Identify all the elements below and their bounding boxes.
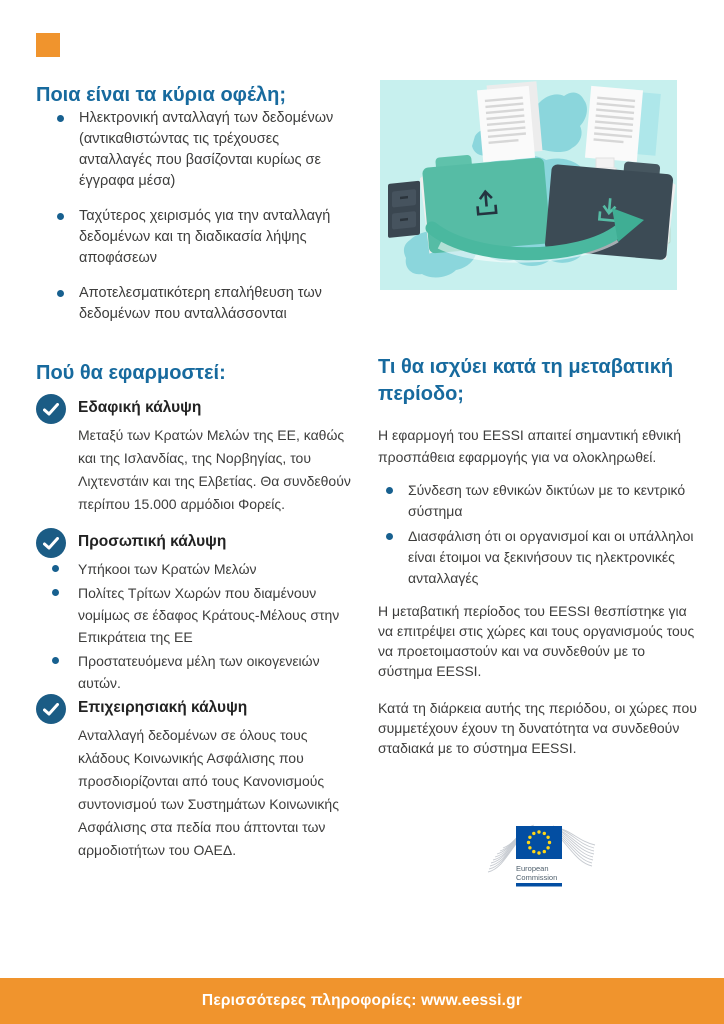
illustration-svg	[380, 80, 677, 290]
ec-logo-svg	[486, 818, 596, 890]
coverage-item-body: Μεταξύ των Κρατών Μελών της ΕΕ, καθώς και της Ισλανδίας, της Νορβηγίας, του Λιχτενστάιν και της Ελβετίας. Θα συνδεθούν περίπου 15.000 αρμόδιοι Φορείς.	[78, 427, 351, 512]
bullet-dot-icon	[386, 533, 393, 540]
bullet-dot-icon	[52, 565, 59, 572]
where-title: Πού θα εφαρμοστεί:	[36, 362, 226, 384]
document-stack-right-icon	[585, 86, 661, 164]
list-item	[378, 480, 700, 522]
list-item	[78, 650, 358, 694]
list-item-text: Υπήκοοι των Κρατών Μελών	[78, 561, 257, 577]
footer-info-text: Περισσότερες πληροφορίες: www.eessi.gr	[201, 992, 523, 1009]
bullet-dot-icon	[57, 115, 64, 122]
coverage-item-title: Επιχειρησιακή κάλυψη	[78, 699, 248, 716]
benefit-text: Ηλεκτρονική ανταλλαγή των δεδομένων (αντικαθιστώντας τις τρέχουσες ανταλλαγές που βασίζονται κυρίως σε έγγραφα μέσα)	[79, 110, 334, 189]
bullet-dot-icon	[386, 487, 393, 494]
footer-bar	[0, 978, 724, 1024]
list-item-text: Πολίτες Τρίτων Χωρών που διαμένουν νομίμως σε έδαφος Κράτους-Μέλους στην Επικράτεια της ΕΕ	[78, 585, 340, 645]
coverage-item-territorial	[36, 392, 358, 516]
benefits-list	[36, 108, 352, 339]
bullet-dot-icon	[52, 657, 59, 664]
benefits-title: Ποια είναι τα κύρια οφέλη;	[36, 84, 286, 106]
orange-square-decoration	[36, 33, 60, 57]
transition-bullet-list	[378, 480, 700, 589]
check-circle-icon	[36, 694, 66, 724]
benefit-text: Αποτελεσματικότερη επαλήθευση των δεδομένων που ανταλλάσσονται	[79, 285, 322, 322]
coverage-item-operational	[36, 692, 358, 862]
ec-logo-text-line1: European	[516, 864, 549, 873]
coverage-item-title: Προσωπική κάλυψη	[78, 533, 227, 550]
file-cabinet-left-icon	[388, 181, 420, 238]
list-item	[78, 558, 358, 580]
transition-intro: Η εφαρμογή του EESSI απαιτεί σημαντική εθνική προσπάθεια εφαρμογής για να ολοκληρωθεί.	[378, 427, 682, 465]
benefit-item	[36, 206, 352, 269]
check-circle-icon	[36, 394, 66, 424]
transition-section	[378, 354, 700, 758]
bullet-dot-icon	[52, 589, 59, 596]
transition-paragraph-2: Κατά τη διάρκεια αυτής της περιόδου, οι χώρες που συμμετέχουν έχουν τη δυνατότητα να συνδεθούν σταδιακά με το σύστημα EESSI.	[378, 700, 697, 756]
ec-logo-text-line2: Commission	[516, 873, 558, 882]
list-item	[78, 582, 358, 648]
european-commission-logo	[486, 818, 596, 890]
coverage-item-personal	[36, 526, 358, 696]
list-item-text: Προστατευόμενα μέλη των οικογενειών αυτών.	[78, 653, 320, 691]
check-circle-icon	[36, 528, 66, 558]
benefit-item	[36, 283, 352, 325]
transition-title: Τι θα ισχύει κατά τη μεταβατική περίοδο;	[378, 356, 674, 405]
list-item-text: Σύνδεση των εθνικών δικτύων με το κεντρικό σύστημα	[408, 482, 686, 519]
bullet-dot-icon	[57, 213, 64, 220]
coverage-item-body: Ανταλλαγή δεδομένων σε όλους τους κλάδους Κοινωνικής Ασφάλισης που προσδιορίζονται από τους Κανονισμούς συντονισμού των Συστημάτων Κοινωνικής Ασφάλισης στα πεδία που άπτονται των αρμοδιοτήτων του ΟΑΕΔ.	[78, 727, 339, 858]
list-item	[378, 526, 700, 589]
coverage-item-title: Εδαφική κάλυψη	[78, 399, 202, 416]
personal-coverage-list	[78, 558, 358, 694]
list-item-text: Διασφάλιση ότι οι οργανισμοί και οι υπάλληλοι είναι έτοιμοι να ξεκινήσουν τις ηλεκτρονικές ανταλλαγές	[408, 528, 694, 586]
benefit-item	[36, 108, 352, 192]
data-exchange-illustration	[380, 80, 677, 290]
bullet-dot-icon	[57, 290, 64, 297]
checkmark-icon	[43, 703, 59, 716]
benefit-text: Ταχύτερος χειρισμός για την ανταλλαγή δεδομένων και τη διαδικασία λήψης αποφάσεων	[79, 208, 331, 266]
ec-logo-underline	[516, 883, 562, 887]
transition-paragraph-1: Η μεταβατική περίοδος του EESSI θεσπίστηκε για να επιτρέψει στις χώρες και τους οργανισμούς τους να προετοιμαστούν και να συνδεθούν με το σύστημα EESSI.	[378, 603, 695, 679]
document-stack-left-icon	[477, 81, 543, 162]
checkmark-icon	[43, 537, 59, 550]
checkmark-icon	[43, 403, 59, 416]
